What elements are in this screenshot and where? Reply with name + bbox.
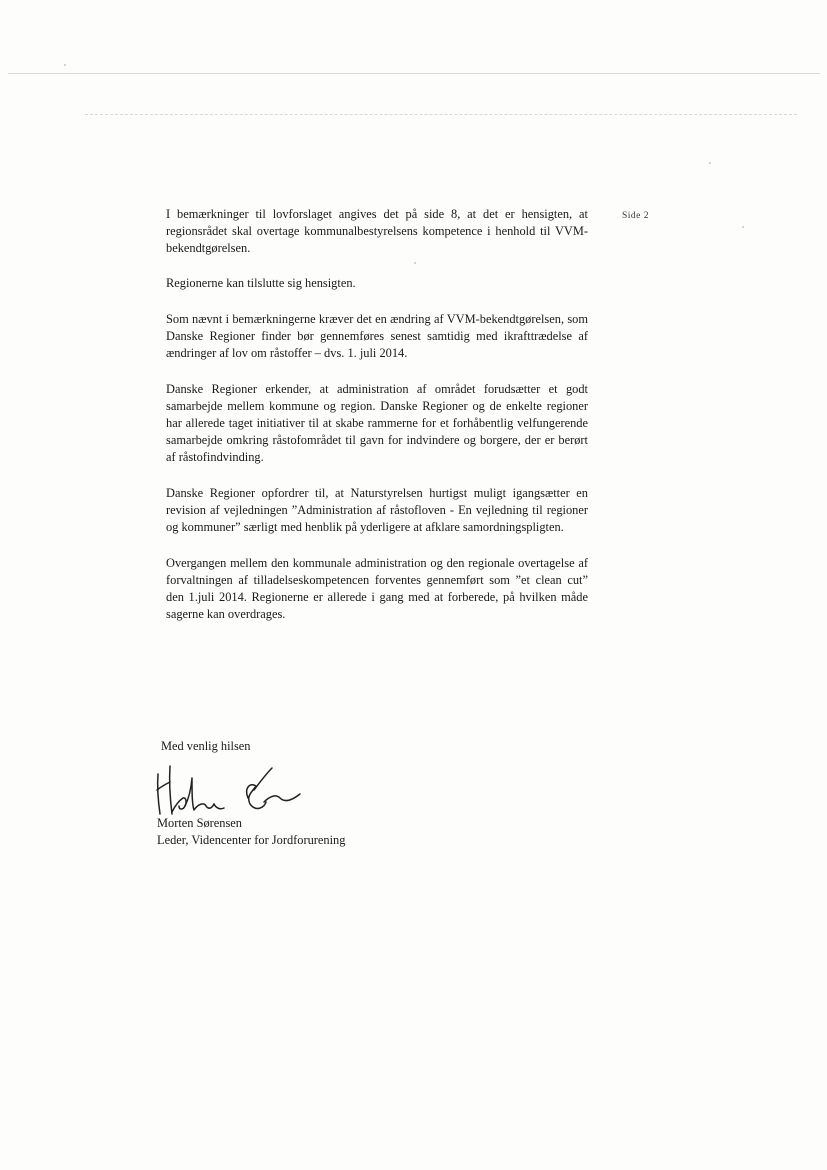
scan-edge-line [8,73,820,74]
paragraph: I bemærkninger til lovforslaget angives det på side 8, at det er hensigten, at regionsrådet skal overtage kommunalbestyrelsens kompetence i henhold til VVM-bekendtgørelsen. [166,207,588,255]
closing-salutation: Med venlig hilsen [161,739,251,753]
paragraph: Overgangen mellem den kommunale administration og den regionale overtagelse af forvaltningen af tilladelseskompetencen forventes gennemført som ”et clean cut” den 1.juli 2014. Regionerne er allerede i gang med at forberede, på hvilken måde sagerne kan overdrages. [166,556,588,621]
scan-header-rule [85,114,797,115]
paragraph: Som nævnt i bemærkningerne kræver det en ændring af VVM-bekendtgørelsen, som Danske Regioner finder bør gennemføres senest samtidig med ikrafttrædelse af ændringer af lov om råstoffer – dvs. 1. juli 2014. [166,312,588,360]
handwritten-signature [152,760,312,822]
paragraph: Regionerne kan tilslutte sig hensigten. [166,276,356,290]
signer-title: Leder, Videncenter for Jordforurening [157,833,346,847]
paragraph: Danske Regioner erkender, at administration af området forudsætter et godt samarbejde mellem kommune og region. Danske Regioner og de enkelte regioner har allerede taget initiativer til at skabe rammerne for et forhåbentlig velfungerende samarbejde omkring råstofområdet til gavn for indvindere og borgere, der er berørt af råstofindvinding. [166,382,588,464]
signer-name: Morten Sørensen [157,816,242,830]
signer-block [157,815,345,849]
scan-speck [742,226,744,228]
page-number-label: Side 2 [622,211,650,221]
scan-speck [709,162,711,164]
scan-speck [64,64,66,66]
letter-body [166,206,588,640]
paragraph: Danske Regioner opfordrer til, at Naturstyrelsen hurtigst muligt igangsætter en revision af vejledningen ”Administration af råstofloven - En vejledning til regioner og kommuner” særligt med henblik på yderligere at afklare samordningspligten. [166,486,588,534]
